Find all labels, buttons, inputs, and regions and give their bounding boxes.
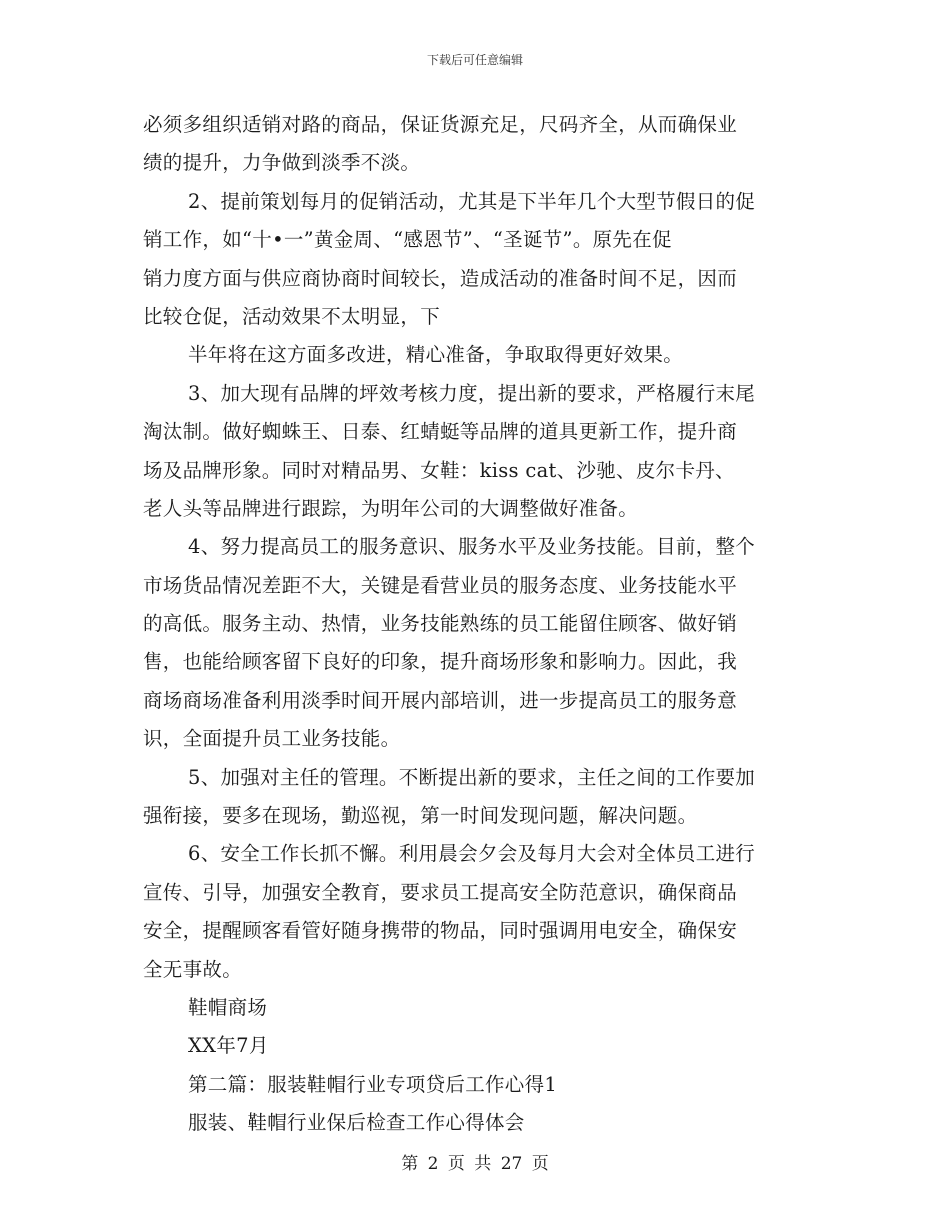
body-line: 淘汰制。做好蜘蛛王、日泰、红蜻蜓等品牌的道具更新工作，提升商 — [143, 420, 738, 444]
body-line: 必须多组织适销对路的商品，保证货源充足，尺码齐全，从而确保业 — [143, 113, 738, 136]
body-line: 安全，提醒顾客看管好随身携带的物品，同时强调用电安全，确保安 — [143, 919, 738, 943]
body-line: 场及品牌形象。同时对精品男、女鞋：kiss cat、沙驰、皮尔卡丹、 — [143, 458, 735, 482]
signature-department: 鞋帽商场 — [188, 995, 268, 1019]
section-subtitle: 服装、鞋帽行业保后检查工作心得体会 — [188, 1111, 525, 1135]
body-line: 3、加大现有品牌的坪效考核力度，提出新的要求，严格履行末尾 — [188, 381, 756, 405]
body-line: 商场商场准备利用淡季时间开展内部培训，进一步提高员工的服务意 — [143, 688, 738, 712]
body-line: 5、加强对主任的管理。不断提出新的要求，主任之间的工作要加 — [188, 765, 756, 789]
body-line: 市场货品情况差距不大，关键是看营业员的服务态度、业务技能水平 — [143, 573, 738, 597]
body-line: 6、安全工作长抓不懈。利用晨会夕会及每月大会对全体员工进行 — [188, 842, 756, 866]
body-line: 销力度方面与供应商协商时间较长，造成活动的准备时间不足，因而 — [143, 266, 738, 290]
body-line: 强衔接，要多在现场，勤巡视，第一时间发现问题，解决问题。 — [143, 804, 698, 828]
body-line: 绩的提升，力争做到淡季不淡。 — [143, 151, 421, 175]
page-header: 下载后可任意编辑 — [426, 53, 523, 67]
signature-date: XX年7月 — [188, 1034, 269, 1058]
body-line: 老人头等品牌进行跟踪，为明年公司的大调整做好准备。 — [143, 496, 639, 520]
body-line: 半年将在这方面多改进，精心准备，争取取得更好效果。 — [188, 343, 684, 367]
body-line: 2、提前策划每月的促销活动，尤其是下半年几个大型节假日的促 — [188, 189, 756, 213]
body-line: 4、努力提高员工的服务意识、服务水平及业务技能。目前，整个 — [188, 535, 756, 559]
body-line: 全无事故。 — [143, 957, 243, 981]
body-line: 比较仓促，活动效果不太明显，下 — [143, 304, 441, 328]
body-line: 识，全面提升员工业务技能。 — [143, 727, 401, 751]
page-number-footer: 第 2 页 共 27 页 — [401, 1154, 549, 1174]
document-body — [143, 106, 807, 1143]
body-line: 销工作，如“十•一”黄金周、“感恩节”、“圣诞节”。原先在促 — [143, 228, 672, 252]
body-line: 的高低。服务主动、热情，业务技能熟练的员工能留住顾客、做好销 — [143, 612, 738, 636]
body-line: 宣传、引导，加强安全教育，要求员工提高安全防范意识，确保商品 — [143, 880, 738, 904]
body-line: 售，也能给顾客留下良好的印象，提升商场形象和影响力。因此，我 — [143, 650, 738, 674]
section-title: 第二篇：服装鞋帽行业专项贷后工作心得1 — [188, 1072, 558, 1096]
